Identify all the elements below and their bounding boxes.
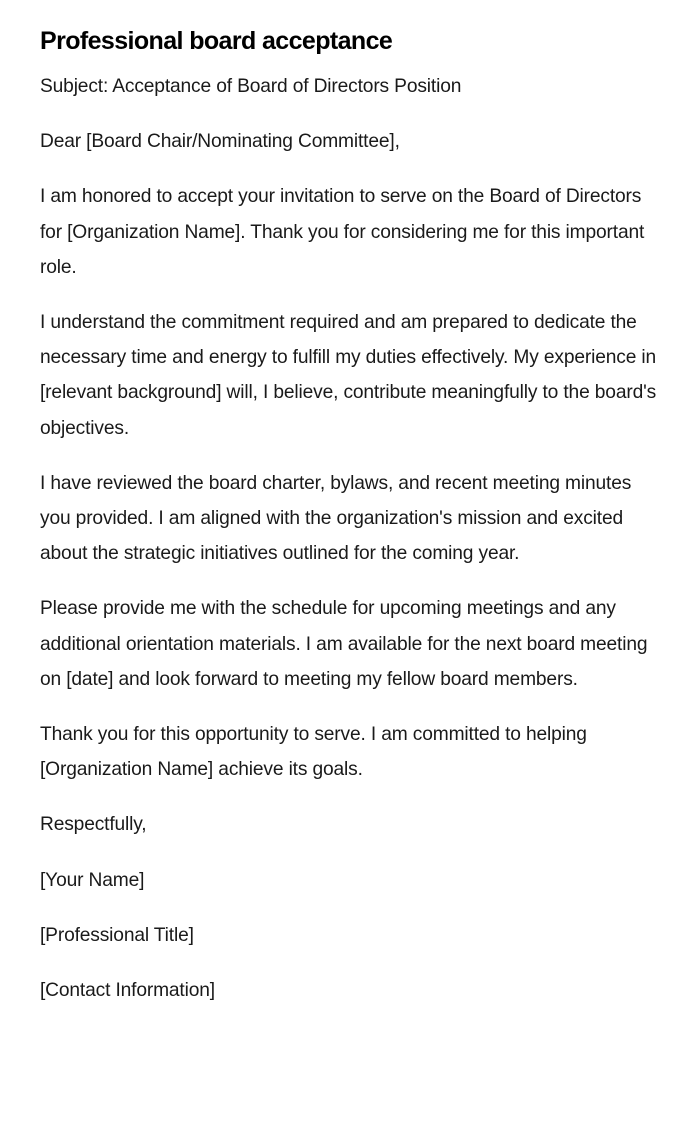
signature-contact: [Contact Information]	[40, 980, 215, 1002]
body-paragraph-3: I have reviewed the board charter, bylaws, and recent meeting minutes you provided. I am aligned with the organization's mission and excited about the strategic initiatives outlined for the coming year.	[40, 472, 632, 565]
document-title: Professional board acceptance	[40, 27, 393, 55]
body-paragraph-4: Please provide me with the schedule for upcoming meetings and any additional orientation materials. I am available for the next board meeting on [date] and look forward to meeting my fellow board members.	[40, 598, 648, 690]
subject-line: Subject: Acceptance of Board of Directors Position	[40, 76, 462, 97]
salutation: Dear [Board Chair/Nominating Committee],	[40, 131, 400, 153]
signature-name: [Your Name]	[40, 869, 145, 891]
closing: Respectfully,	[40, 814, 147, 836]
body-paragraph-1: I am honored to accept your invitation to serve on the Board of Directors for [Organization Name]. Thank you for considering me for this important role.	[40, 186, 645, 278]
body-paragraph-5: Thank you for this opportunity to serve. I am committed to helping [Organization Name] achieve its goals.	[40, 724, 587, 781]
body-paragraph-2: I understand the commitment required and am prepared to dedicate the necessary time and energy to fulfill my duties effectively. My experience in [relevant background] will, I believe, contribute meaningfully to the board's objectives.	[40, 312, 657, 439]
signature-title: [Professional Title]	[40, 924, 194, 946]
